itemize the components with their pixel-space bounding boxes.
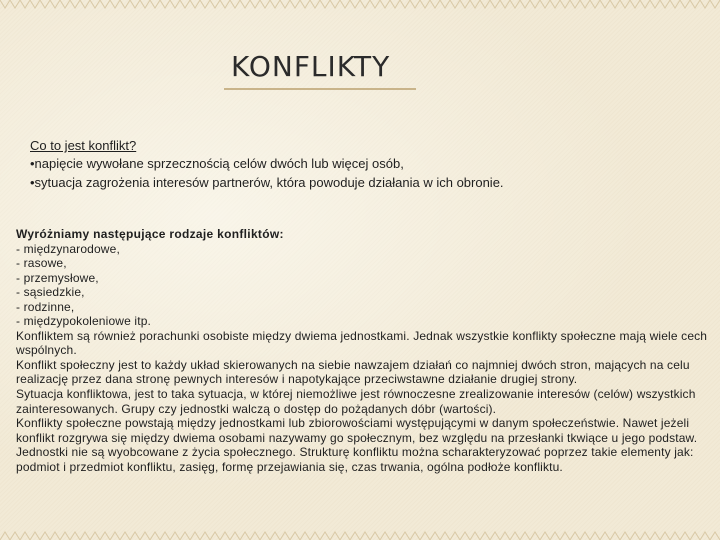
body-paragraph: Konflikt społeczny jest to każdy układ skierowanych na siebie nawzajem działań co najmniej dwóch stron, mających na celu realizację przez dana stronę pewnych interesów i napotykające przeciwstawne działanie drugiej strony. [16,357,690,387]
title-underline [224,88,416,90]
body-paragraph: Konflikty społeczne powstają między jednostkami lub zbiorowościami występującymi w danym społeczeństwie. Nawet jeżeli konflikt rozgrywa się między dwiema osobami nazywamy go społecznym, bez względu na przesłanki tkwiące u jego podstaw. Jednostki nie są wyobcowane z życia społecznego. Strukturę konfliktu można scharakteryzować poprzez takie elementy jak: podmiot i przedmiot konfliktu, zasięg, formę przejawiania się, czas trwania, ogólna podłoże konfliktu. [16,416,698,474]
type-item: - rasowe, [16,256,67,271]
definition-item: •napięcie wywołane sprzecznością celów dwóch lub więcej osób, [30,156,404,172]
type-item: - sąsiedzkie, [16,285,85,300]
decorative-border-top [0,0,720,12]
conflict-types-block [16,227,708,474]
body-paragraph: Konfliktem są również porachunki osobiste między dwiema jednostkami. Jednak wszystkie konflikty społeczne mają wiele cech wspólnych. [16,328,708,358]
definition-question: Co to jest konflikt? [30,138,137,153]
type-item: - międzynarodowe, [16,241,120,256]
types-heading: Wyróżniamy następujące rodzaje konfliktów: [16,227,284,241]
type-item: - przemysłowe, [16,270,99,285]
type-item: - rodzinne, [16,299,75,314]
decorative-border-bottom [0,528,720,540]
type-item: - międzypokoleniowe itp. [16,314,151,329]
definition-block [30,137,690,192]
slide-title: KONFLIKTY [231,50,391,83]
body-paragraph: Sytuacja konfliktowa, jest to taka sytuacja, w której niemożliwe jest równoczesne zrealizowanie interesów (celów) wszystkich zainteresowanych. Grupy czy jednostki walczą o dostęp do pożądanych dóbr (wartości). [16,387,696,416]
definition-item: •sytuacja zagrożenia interesów partnerów, która powoduje działania w ich obronie. [30,174,504,190]
